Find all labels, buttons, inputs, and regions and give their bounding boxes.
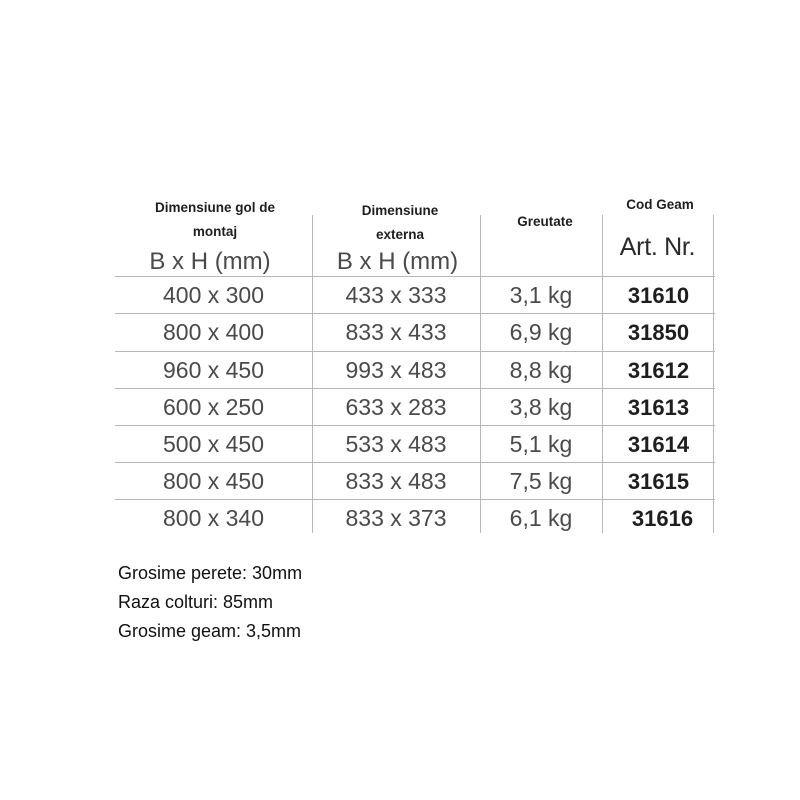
article-number-cell: 31613 bbox=[627, 395, 690, 420]
opening-size-cell: 400 x 300 bbox=[162, 282, 265, 308]
opening-size-cell: 800 x 450 bbox=[162, 468, 265, 494]
glass-thickness-note: Grosime geam: 3,5mm bbox=[118, 621, 302, 641]
weight-cell: 8,8 kg bbox=[509, 357, 573, 383]
opening-size-cell: 960 x 450 bbox=[162, 357, 265, 383]
article-number-cell: 31612 bbox=[627, 358, 690, 383]
weight-cell: 7,5 kg bbox=[509, 468, 573, 494]
table-row bbox=[115, 463, 715, 500]
weight-cell: 5,1 kg bbox=[509, 431, 573, 457]
article-number-cell: 31615 bbox=[627, 469, 690, 494]
table-row bbox=[115, 500, 715, 537]
header-opening-size-unit: B x H (mm) bbox=[149, 248, 271, 275]
table-row bbox=[115, 277, 715, 314]
external-size-cell: 833 x 433 bbox=[345, 319, 447, 345]
article-number-cell: 31616 bbox=[631, 506, 694, 531]
external-size-cell: 433 x 333 bbox=[345, 282, 447, 308]
spec-notes bbox=[118, 559, 302, 646]
article-number-cell: 31614 bbox=[627, 432, 690, 457]
weight-cell: 6,1 kg bbox=[509, 505, 573, 531]
header-opening-size-title: Dimensiune gol de montaj bbox=[154, 200, 276, 239]
header-external-size-unit: B x H (mm) bbox=[336, 248, 459, 275]
table-row bbox=[115, 314, 715, 351]
header-article-number: Art. Nr. bbox=[619, 233, 696, 261]
external-size-cell: 533 x 483 bbox=[345, 431, 447, 457]
opening-size-cell: 500 x 450 bbox=[162, 431, 265, 457]
wall-thickness-note: Grosime perete: 30mm bbox=[118, 563, 303, 583]
opening-size-cell: 800 x 400 bbox=[162, 319, 265, 345]
opening-size-cell: 600 x 250 bbox=[162, 394, 265, 420]
table-row bbox=[115, 352, 715, 389]
article-number-cell: 31850 bbox=[627, 320, 690, 345]
table-row bbox=[115, 426, 715, 463]
external-size-cell: 993 x 483 bbox=[345, 357, 447, 383]
corner-radius-note: Raza colturi: 85mm bbox=[118, 592, 274, 612]
header-weight-title: Greutate bbox=[517, 214, 573, 229]
external-size-cell: 833 x 373 bbox=[345, 505, 447, 531]
opening-size-cell: 800 x 340 bbox=[162, 505, 265, 531]
table-row bbox=[115, 389, 715, 426]
weight-cell: 3,8 kg bbox=[509, 394, 573, 420]
article-number-cell: 31610 bbox=[627, 283, 690, 308]
external-size-cell: 833 x 483 bbox=[345, 468, 447, 494]
header-external-size-title: Dimensiune externa bbox=[361, 203, 439, 242]
weight-cell: 6,9 kg bbox=[509, 319, 573, 345]
weight-cell: 3,1 kg bbox=[509, 282, 573, 308]
header-glass-code-title: Cod Geam bbox=[626, 197, 694, 212]
external-size-cell: 633 x 283 bbox=[345, 394, 447, 420]
